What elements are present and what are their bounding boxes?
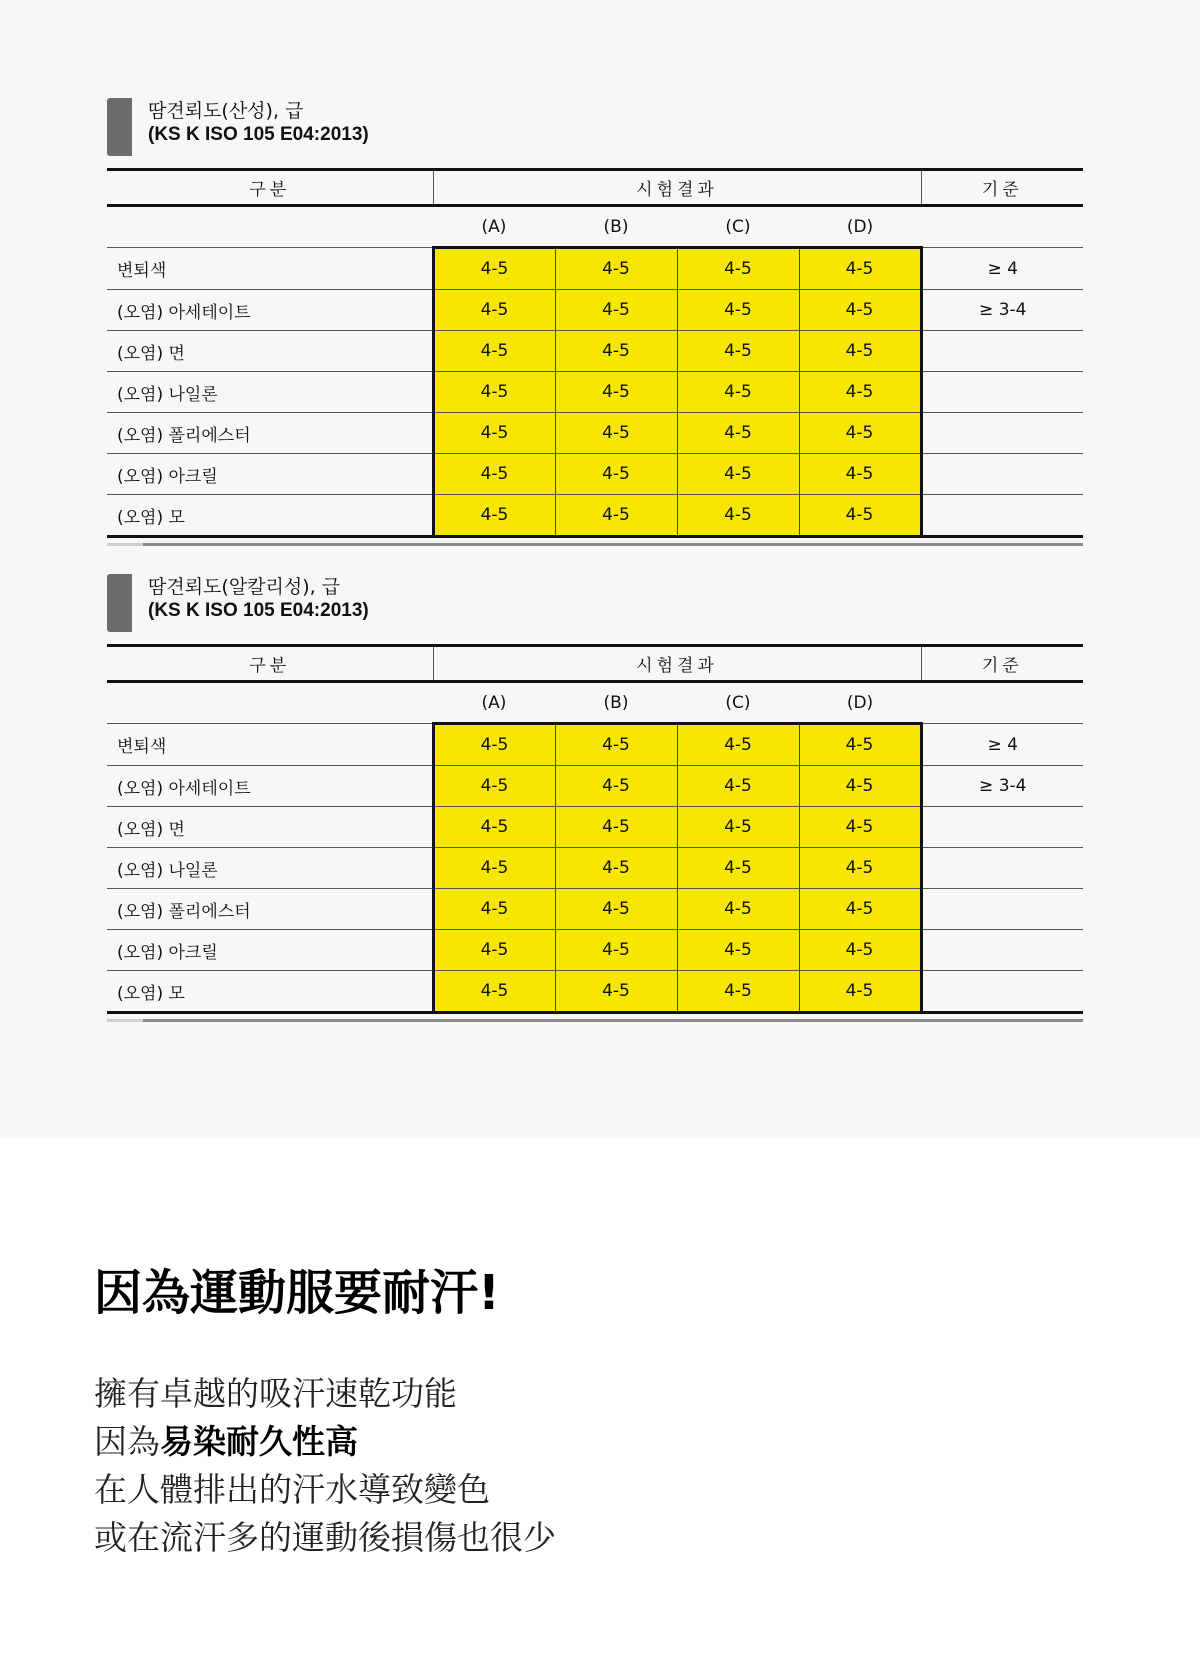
standard-cell — [921, 454, 1083, 495]
table-row — [107, 889, 1083, 930]
row-label: (오염) 면 — [107, 331, 433, 372]
standard-cell: ≥ 3-4 — [921, 290, 1083, 331]
result-cell: 4-5 — [433, 889, 555, 930]
body-line-prefix: 因為 — [94, 1422, 160, 1461]
sample-label: (A) — [433, 682, 555, 724]
result-cell: 4-5 — [433, 724, 555, 766]
result-cell: 4-5 — [799, 413, 921, 454]
standard-cell — [921, 848, 1083, 889]
result-cell: 4-5 — [433, 495, 555, 537]
table-row — [107, 248, 1083, 290]
table-row — [107, 454, 1083, 495]
table-row — [107, 290, 1083, 331]
header-standard: 기준 — [921, 170, 1083, 206]
standard-cell: ≥ 3-4 — [921, 766, 1083, 807]
table-row — [107, 930, 1083, 971]
row-label: 변퇴색 — [107, 248, 433, 290]
result-cell: 4-5 — [677, 495, 799, 537]
header-category: 구분 — [107, 646, 433, 682]
result-cell: 4-5 — [799, 290, 921, 331]
sample-label-empty — [107, 206, 433, 248]
result-cell: 4-5 — [677, 248, 799, 290]
sample-label: (B) — [555, 682, 677, 724]
alkaline-fastness-table — [107, 644, 1083, 1014]
row-label: (오염) 모 — [107, 495, 433, 537]
row-label: (오염) 모 — [107, 971, 433, 1013]
row-label: (오염) 나일론 — [107, 848, 433, 889]
table-title-name: 땀견뢰도(산성), 급 — [148, 100, 304, 122]
result-cell: 4-5 — [433, 454, 555, 495]
result-cell: 4-5 — [799, 848, 921, 889]
result-cell: 4-5 — [555, 889, 677, 930]
result-cell: 4-5 — [555, 413, 677, 454]
result-cell: 4-5 — [677, 971, 799, 1013]
table-title-name: 땀견뢰도(알칼리성), 급 — [148, 576, 341, 598]
result-cell: 4-5 — [677, 889, 799, 930]
result-cell: 4-5 — [677, 290, 799, 331]
table-row — [107, 413, 1083, 454]
standard-cell — [921, 413, 1083, 454]
sample-label: (D) — [799, 682, 921, 724]
body-line — [94, 1418, 556, 1466]
header-category: 구분 — [107, 170, 433, 206]
sample-label-empty — [921, 206, 1083, 248]
result-cell: 4-5 — [433, 331, 555, 372]
result-cell: 4-5 — [555, 331, 677, 372]
result-cell: 4-5 — [433, 248, 555, 290]
result-cell: 4-5 — [555, 807, 677, 848]
standard-cell: ≥ 4 — [921, 724, 1083, 766]
table-row — [107, 372, 1083, 413]
standard-cell — [921, 889, 1083, 930]
table-row — [107, 331, 1083, 372]
table-row — [107, 495, 1083, 537]
table-row — [107, 807, 1083, 848]
result-cell: 4-5 — [677, 807, 799, 848]
result-cell: 4-5 — [555, 495, 677, 537]
header-results: 시험결과 — [433, 170, 921, 206]
row-label: (오염) 나일론 — [107, 372, 433, 413]
title-marker — [107, 98, 132, 156]
table-title — [107, 96, 1083, 158]
result-cell: 4-5 — [555, 724, 677, 766]
body-copy — [94, 1370, 556, 1562]
acid-fastness-block — [107, 96, 1083, 528]
row-label: 변퇴색 — [107, 724, 433, 766]
result-cell: 4-5 — [555, 766, 677, 807]
result-cell: 4-5 — [433, 413, 555, 454]
sample-label: (B) — [555, 206, 677, 248]
result-cell: 4-5 — [555, 971, 677, 1013]
table-title-standard: (KS K ISO 105 E04:2013) — [148, 600, 369, 621]
standard-cell — [921, 495, 1083, 537]
result-cell: 4-5 — [677, 930, 799, 971]
row-label: (오염) 아크릴 — [107, 454, 433, 495]
standard-cell — [921, 930, 1083, 971]
sample-label: (A) — [433, 206, 555, 248]
result-cell: 4-5 — [799, 807, 921, 848]
result-cell: 4-5 — [433, 848, 555, 889]
result-cell: 4-5 — [799, 724, 921, 766]
headline: 因為運動服要耐汗! — [94, 1265, 500, 1321]
result-cell: 4-5 — [555, 290, 677, 331]
result-cell: 4-5 — [555, 248, 677, 290]
title-marker — [107, 574, 132, 632]
result-cell: 4-5 — [555, 372, 677, 413]
header-standard: 기준 — [921, 646, 1083, 682]
table-row — [107, 848, 1083, 889]
table-title-standard: (KS K ISO 105 E04:2013) — [148, 124, 369, 145]
sample-label: (C) — [677, 206, 799, 248]
row-label: (오염) 폴리에스터 — [107, 889, 433, 930]
alkaline-fastness-block — [107, 572, 1083, 1004]
result-cell: 4-5 — [799, 372, 921, 413]
result-cell: 4-5 — [677, 413, 799, 454]
result-cell: 4-5 — [799, 454, 921, 495]
body-line: 擁有卓越的吸汗速乾功能 — [94, 1374, 457, 1413]
table-row — [107, 766, 1083, 807]
body-line: 在人體排出的汗水導致變色 — [94, 1470, 490, 1509]
table-header-row — [107, 646, 1083, 682]
result-cell: 4-5 — [433, 766, 555, 807]
sample-label-empty — [921, 682, 1083, 724]
standard-cell — [921, 807, 1083, 848]
sample-label-row — [107, 682, 1083, 724]
row-label: (오염) 아세테이트 — [107, 290, 433, 331]
result-cell: 4-5 — [555, 930, 677, 971]
standard-cell — [921, 971, 1083, 1013]
result-cell: 4-5 — [433, 807, 555, 848]
result-cell: 4-5 — [433, 930, 555, 971]
result-cell: 4-5 — [799, 889, 921, 930]
result-cell: 4-5 — [799, 248, 921, 290]
sample-label: (D) — [799, 206, 921, 248]
result-cell: 4-5 — [799, 766, 921, 807]
result-cell: 4-5 — [799, 495, 921, 537]
table-header-row — [107, 170, 1083, 206]
body-line-emphasis: 易染耐久性高 — [160, 1422, 358, 1461]
standard-cell: ≥ 4 — [921, 248, 1083, 290]
result-cell: 4-5 — [555, 848, 677, 889]
row-label: (오염) 아크릴 — [107, 930, 433, 971]
header-results: 시험결과 — [433, 646, 921, 682]
result-cell: 4-5 — [433, 971, 555, 1013]
row-label: (오염) 면 — [107, 807, 433, 848]
standard-cell — [921, 331, 1083, 372]
result-cell: 4-5 — [677, 724, 799, 766]
result-cell: 4-5 — [799, 930, 921, 971]
table-end-rule — [107, 543, 1083, 546]
result-cell: 4-5 — [677, 848, 799, 889]
row-label: (오염) 아세테이트 — [107, 766, 433, 807]
sample-label: (C) — [677, 682, 799, 724]
result-cell: 4-5 — [799, 331, 921, 372]
result-cell: 4-5 — [677, 454, 799, 495]
sample-label-empty — [107, 682, 433, 724]
result-cell: 4-5 — [433, 372, 555, 413]
result-cell: 4-5 — [555, 454, 677, 495]
sample-label-row — [107, 206, 1083, 248]
result-cell: 4-5 — [799, 971, 921, 1013]
table-row — [107, 724, 1083, 766]
result-cell: 4-5 — [677, 766, 799, 807]
acid-fastness-table — [107, 168, 1083, 538]
result-cell: 4-5 — [677, 331, 799, 372]
result-cell: 4-5 — [677, 372, 799, 413]
standard-cell — [921, 372, 1083, 413]
table-end-rule — [107, 1019, 1083, 1022]
row-label: (오염) 폴리에스터 — [107, 413, 433, 454]
table-row — [107, 971, 1083, 1013]
table-title — [107, 572, 1083, 634]
result-cell: 4-5 — [433, 290, 555, 331]
body-line: 或在流汗多的運動後損傷也很少 — [94, 1518, 556, 1557]
